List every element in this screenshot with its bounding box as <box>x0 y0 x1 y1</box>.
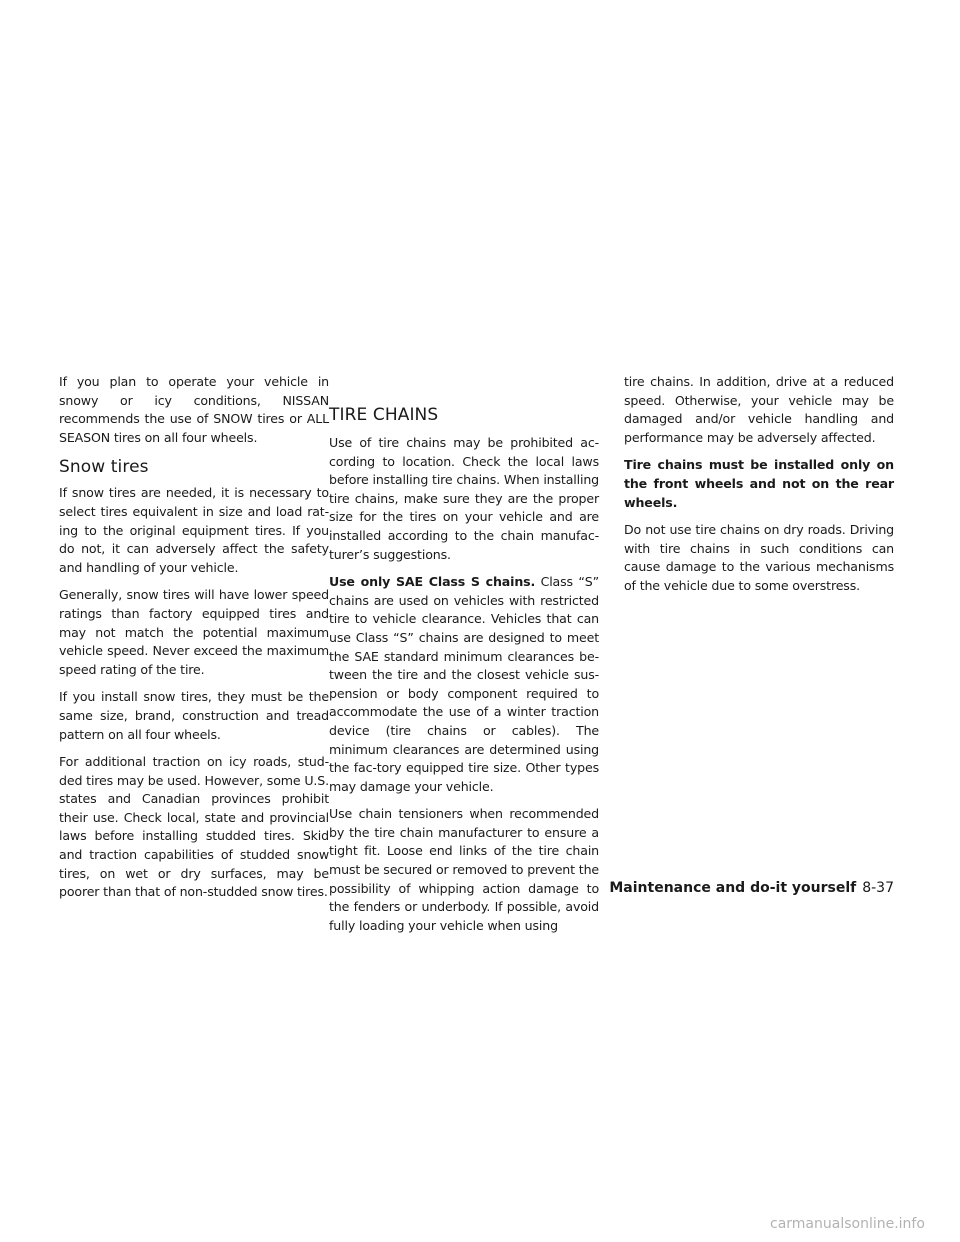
tire-chains-paragraph-1: Use of tire chains may be prohibited ac-cording to location. Check the local laws before installing tire chains. When installing tire chains, make sure they are the proper size for the tires on your vehicle and are installed according to the chain manufac-turer’s suggestions. <box>329 435 599 562</box>
column-middle <box>329 373 599 944</box>
snow-tires-paragraph-4: For additional traction on icy roads, stud-ded tires may be used. However, some U.S. states and Canadian provinces prohibit their use. Check local, state and provincial laws before installing studded tires. Skid and traction capabilities of studded snow tires, on wet or dry surfaces, may be poorer than that of non-studded snow tires. <box>59 754 329 900</box>
sae-class-s-text: Class “S” chains are used on vehicles with restricted tire to vehicle clearance. Vehicles that can use Class “S” chains are designed to meet the SAE standard minimum clearances be-tween the tire and the closest vehicle sus-pension or body component required to accommodate the use of a winter traction device (tire chains or cables). The minimum clearances are determined using the fac-tory equipped tire size. Other types may damage your vehicle. <box>329 574 599 794</box>
page-footer <box>609 879 894 897</box>
snow-tires-paragraph-1: If snow tires are needed, it is necessary to select tires equivalent in size and load rat-ing to the original equipment tires. If you do not, it can adversely affect the safety and handling of your vehicle. <box>59 485 329 575</box>
tire-chains-paragraph-3: Use chain tensioners when recommended by the tire chain manufacturer to ensure a tight fit. Loose end links of the tire chain must be secured or removed to prevent the possibility of whipping action damage to the fenders or underbody. If possible, avoid fully loading your vehicle when using <box>329 806 599 933</box>
snow-tires-heading: Snow tires <box>59 457 149 478</box>
sae-class-s-lead: Use only SAE Class S chains. <box>329 574 536 590</box>
tire-chains-paragraph-4: tire chains. In addition, drive at a reduced speed. Otherwise, your vehicle may be damaged and/or vehicle handling and performance may be adversely affected. <box>624 374 894 445</box>
column-right <box>624 373 894 605</box>
front-wheels-warning: Tire chains must be installed only on the front wheels and not on the rear wheels. <box>624 457 894 510</box>
watermark: carmanualsonline.info <box>770 1216 925 1232</box>
tire-chains-paragraph-2 <box>329 573 599 796</box>
snow-tires-paragraph-3: If you install snow tires, they must be the same size, brand, construction and tread pattern on all four wheels. <box>59 689 329 742</box>
footer-section-title: Maintenance and do-it yourself <box>609 880 857 896</box>
column-left <box>59 373 329 911</box>
intro-paragraph: If you plan to operate your vehicle in snowy or icy conditions, NISSAN recommends the use of SNOW tires or ALL SEASON tires on all four wheels. <box>59 374 329 445</box>
page-number: 8-37 <box>862 880 894 896</box>
snow-tires-paragraph-2: Generally, snow tires will have lower speed ratings than factory equipped tires and may not match the potential maximum vehicle speed. Never exceed the maximum speed rating of the tire. <box>59 587 329 677</box>
tire-chains-heading: TIRE CHAINS <box>329 405 439 425</box>
dry-roads-paragraph: Do not use tire chains on dry roads. Driving with tire chains in such conditions can cause damage to the various mechanisms of the vehicle due to some overstress. <box>624 522 894 593</box>
